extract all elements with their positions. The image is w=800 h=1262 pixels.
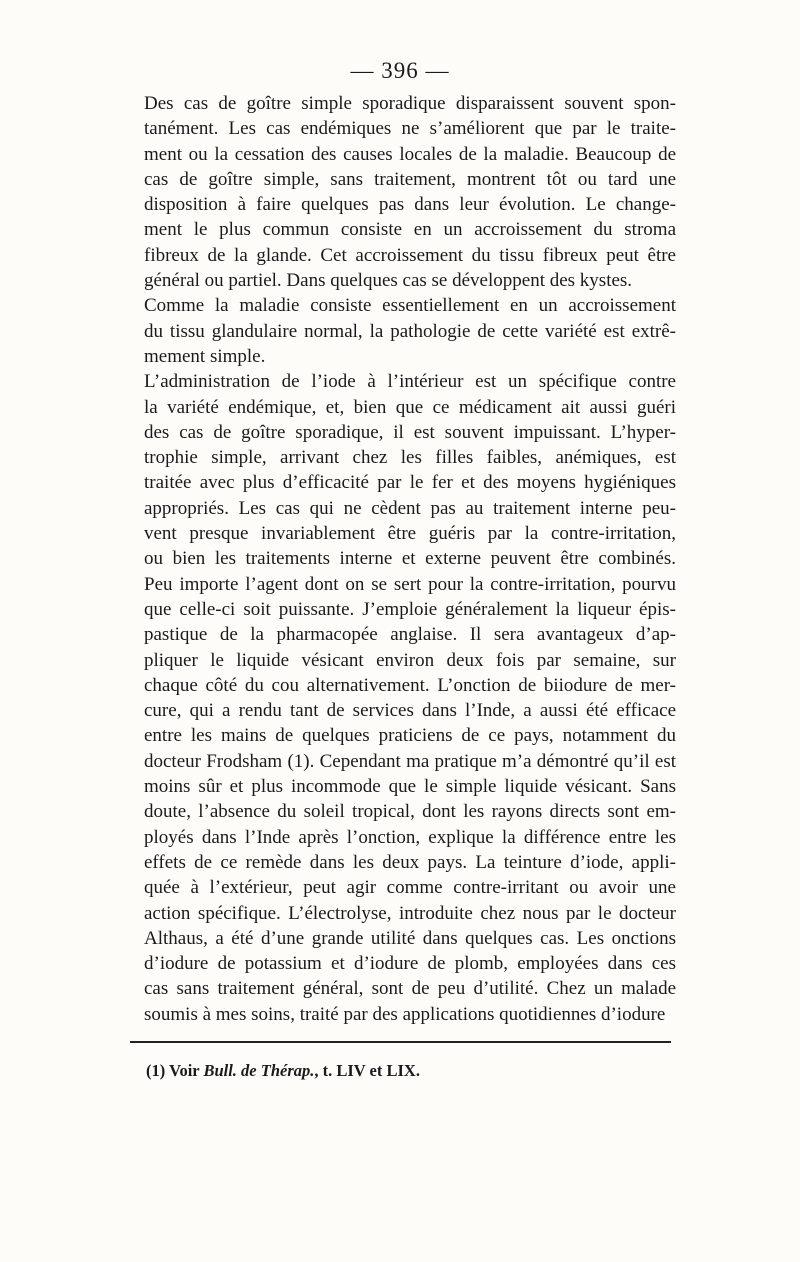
text-line: quée à l’extérieur, peut agir comme contre-irritant ou avoir une [144,877,676,899]
text-line: d’iodure de potassium et d’iodure de plomb, employées dans ces [144,953,676,975]
text-line: la variété endémique, et, bien que ce médicament ait aussi guéri [144,396,676,418]
text-line: chaque côté du cou alternativement. L’onction de biiodure de mer- [144,674,676,696]
footnote-rest: , t. LIV et LIX. [314,1061,420,1080]
paragraph-2 [124,293,676,369]
text-line: tanément. Les cas endémiques ne s’améliorent que par le traite- [144,118,676,140]
text-line: ployés dans l’Inde après l’onction, explique la différence entre les [144,826,676,848]
footnote-marker: (1) Voir [146,1061,200,1080]
text-line: action spécifique. L’électrolyse, introduite chez nous par le docteur [144,902,676,924]
text-line: appropriés. Les cas qui ne cèdent pas au traitement interne peu- [144,497,676,519]
body-text [124,91,676,1027]
text-line: doute, l’absence du soleil tropical, dont les rayons directs sont em- [144,801,676,823]
text-line: moins sûr et plus incommode que le simple liquide vésicant. Sans [144,776,676,798]
text-line: du tissu glandulaire normal, la pathologie de cette variété est extrê- [144,320,676,342]
text-line: fibreux de la glande. Cet accroissement du tissu fibreux peut être [144,244,676,266]
text-line: disposition à faire quelques pas dans leur évolution. Le change- [144,194,676,216]
text-line: cas sans traitement général, sont de peu d’utilité. Chez un malade [144,978,676,1000]
text-line: ment ou la cessation des causes locales de la maladie. Beaucoup de [144,143,676,165]
footnote [146,1061,666,1081]
text-line: trophie simple, arrivant chez les filles faibles, anémiques, est [144,447,676,469]
text-line: traitée avec plus d’efficacité par le fer et des moyens hygiéniques [144,472,676,494]
text-line: ment le plus commun consiste en un accroissement du stroma [144,219,676,241]
text-line: que celle-ci soit puissante. J’emploie généralement la liqueur épis- [144,598,676,620]
text-line: pliquer le liquide vésicant environ deux fois par semaine, sur [144,649,676,671]
text-line: soumis à mes soins, traité par des applications quotidiennes d’iodure [144,1003,666,1025]
text-line: des cas de goître sporadique, il est souvent impuissant. L’hyper- [144,421,676,443]
text-line: pastique de la pharmacopée anglaise. Il sera avantageux d’ap- [144,624,676,646]
footnote-journal: Bull. de Thérap. [203,1061,315,1080]
text-line: cas de goître simple, sans traitement, montrent tôt ou tard une [144,168,676,190]
text-line: mement simple. [144,345,266,367]
text-line: entre les mains de quelques praticiens de ce pays, notamment du [144,725,676,747]
page-number: — 396 — [350,58,450,83]
text-line: Althaus, a été d’une grande utilité dans quelques cas. Les onctions [144,927,676,949]
text-line: cure, qui a rendu tant de services dans l’Inde, a aussi été efficace [144,700,676,722]
text-line: L’administration de l’iode à l’intérieur est un spécifique contre [144,371,676,393]
paragraph-3 [124,369,676,1027]
text-line: Comme la maladie consiste essentiellement en un accroissement [144,295,676,317]
text-line: effets de ce remède dans les deux pays. La teinture d’iode, appli- [144,851,676,873]
footnote-divider [130,1041,671,1043]
text-line: Peu importe l’agent dont on se sert pour la contre-irritation, pourvu [144,573,676,595]
text-line: général ou partiel. Dans quelques cas se développent des kystes. [144,270,633,292]
text-line: vent presque invariablement être guéris par la contre-irritation, [144,523,676,545]
text-line: docteur Frodsham (1). Cependant ma pratique m’a démontré qu’il est [144,750,676,772]
paragraph-1 [124,91,676,293]
text-line: ou bien les traitements interne et externe peuvent être combinés. [144,548,676,570]
text-line: Des cas de goître simple sporadique disparaissent souvent spon- [144,93,676,114]
